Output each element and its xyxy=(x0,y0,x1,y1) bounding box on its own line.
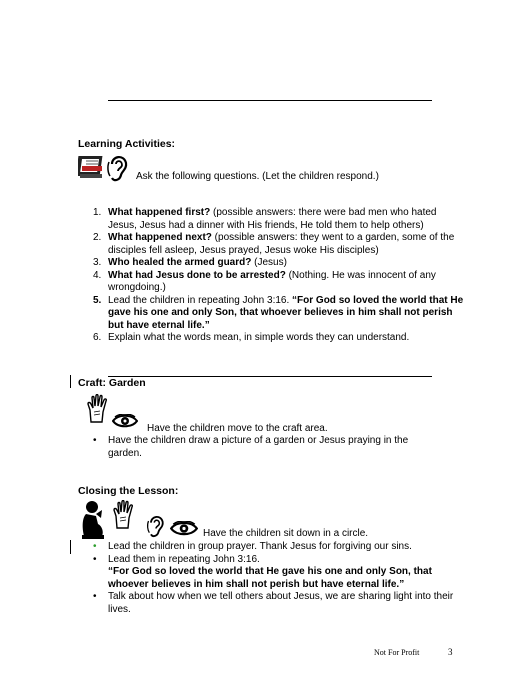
top-rule xyxy=(108,100,432,101)
craft-heading-value: Garden xyxy=(108,377,146,389)
bullet-text: Lead them in repeating John 3:16. xyxy=(108,553,260,565)
change-bar xyxy=(70,375,71,388)
verse-text: “For God so loved the world that He gave his one and only Son, that whoever believes in him shall not perish but have eternal life.” xyxy=(108,294,464,331)
instruction-text: Explain what the words mean, in simple words they can understand. xyxy=(108,332,410,343)
learning-intro: Ask the following questions. (Let the children respond.) xyxy=(136,171,379,182)
eye-icon xyxy=(112,414,138,428)
list-item xyxy=(78,270,468,295)
list-item xyxy=(78,232,468,257)
question-text: What happened next? xyxy=(108,232,212,243)
ear-icon xyxy=(146,512,166,540)
book-icon xyxy=(78,152,106,182)
bullet: • xyxy=(93,553,97,565)
list-item xyxy=(78,435,438,460)
craft-rule xyxy=(108,376,432,377)
answer-text: (Jesus) xyxy=(251,257,287,268)
list-item xyxy=(78,554,458,592)
list-item xyxy=(78,207,468,232)
change-bar xyxy=(70,540,71,554)
closing-intro: Have the children sit down in a circle. xyxy=(203,528,369,539)
craft-heading xyxy=(78,377,146,389)
hand-icon xyxy=(86,394,110,424)
list-item xyxy=(78,257,468,270)
answer-text: (possible answers: there were bad men who hated Jesus, Jesus had a dinner with His friends, He told them to help others) xyxy=(108,207,437,231)
praying-child-icon xyxy=(78,500,108,540)
verse-text: “For God so loved the world that He gave his one and only Son, that whoever believes in him shall not perish but have eternal life.” xyxy=(108,566,432,590)
bullet: • xyxy=(93,591,97,602)
learning-heading: Learning Activities: xyxy=(78,138,176,150)
page-number: 3 xyxy=(448,647,453,657)
craft-bullet-list xyxy=(78,435,438,460)
craft-heading-label: Craft: xyxy=(78,377,109,389)
answer-text: (possible answers: they went to a garden, some of the disciples fell asleep, Jesus prayed, Jesus woke His disciples) xyxy=(108,232,455,256)
ear-icon xyxy=(106,152,130,184)
closing-heading: Closing the Lesson: xyxy=(78,485,179,497)
bullet-text: Talk about how when we tell others about Jesus, we are sharing light into their lives. xyxy=(108,591,454,615)
question-text: What had Jesus done to be arrested? xyxy=(108,269,286,281)
bullet: • xyxy=(93,541,97,552)
bullet-text: Lead the children in group prayer. Thank Jesus for forgiving our sins. xyxy=(108,541,412,552)
item-number: 1. xyxy=(93,207,102,218)
list-item xyxy=(78,541,458,554)
question-text: What happened first? xyxy=(108,207,211,218)
eye-icon xyxy=(170,521,198,536)
item-number: 5. xyxy=(93,294,102,306)
item-number: 6. xyxy=(93,332,102,343)
question-list xyxy=(78,207,468,345)
bullet-text: Have the children draw a picture of a garden or Jesus praying in the garden. xyxy=(108,435,409,459)
craft-intro: Have the children move to the craft area. xyxy=(147,423,328,434)
item-number: 4. xyxy=(93,269,102,281)
list-item xyxy=(78,332,468,345)
item-number: 3. xyxy=(93,257,102,268)
closing-bullet-list xyxy=(78,541,458,616)
list-item xyxy=(78,295,468,333)
hand-icon xyxy=(112,500,136,530)
instruction-text: Lead the children in repeating John 3:16. xyxy=(108,294,293,306)
list-item xyxy=(78,591,458,616)
bullet: • xyxy=(93,435,97,446)
footer-text: Not For Profit xyxy=(374,648,420,657)
question-text: Who healed the armed guard? xyxy=(108,257,252,268)
item-number: 2. xyxy=(93,232,102,243)
answer-text: (Nothing. He was innocent of any wrongdoing.) xyxy=(108,269,436,293)
